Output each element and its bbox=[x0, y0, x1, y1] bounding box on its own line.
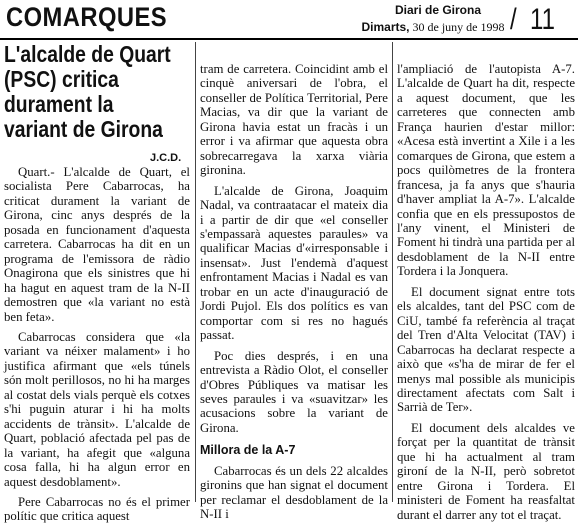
column-divider bbox=[392, 42, 393, 502]
article-byline: J.C.D. bbox=[150, 152, 182, 164]
paragraph: Poc dies després, i en una entrevista a Ràdio Olot, el conseller d'Obres Públiques va matisar les seves paraules i va «suavitzar» les acusacions sobre la variant de Girona. bbox=[200, 348, 388, 435]
paragraph: L'alcalde de Girona, Joaquim Nadal, va contraatacar el mateix dia i a partir de dir que «el conseller s'empassarà aquestes paraules» va qualificar Macias d'«irresponsable i insensat». Just l'endemà d'aquest enfrontament Macias i Nadal es van trobar en un acte d'inauguració de Jordi Pujol. Els dos polítics es van comportar com si res no hagués passat. bbox=[200, 183, 388, 343]
issue-weekday: Dimarts, bbox=[361, 20, 410, 34]
paragraph: l'ampliació de l'autopista A-7. L'alcalde de Quart ha dit, respecte a aquest document, que les carreteres que connecten amb França haurien d'estar millor: «Acesa està invertint a Xile i a les comarques de Girona, que estem a pocs quilòmetres de la frontera francesa, ja fa anys que s'hauria d'haver ampliat la A-7». L'alcalde confia que en els pressupostos de l'any vinent, el Ministeri de Foment hi tindrà una partida per al desdoblament de la N-II entre Tordera i la Jonquera. bbox=[397, 62, 575, 279]
paragraph: Quart.- L'alcalde de Quart, el socialista Pere Cabarrocas, ha criticat durament la variant de Girona, cinc anys després de la posada en funcionament d'aquesta carretera. Cabarrocas ha dit en un programa de l'emissora de ràdio Onagirona que els sinistres que hi ha hagut en aquest tram de la N-II demostren que «la variant no està ben feta». bbox=[4, 165, 190, 324]
issue-date bbox=[358, 20, 508, 34]
headline-line: variant de Girona bbox=[4, 116, 163, 142]
paragraph: Cabarrocas és un dels 22 alcaldes gironins que han signat el document per reclamar el desdoblament de la N-II i bbox=[200, 463, 388, 522]
article-subhead: Millora de la A-7 bbox=[200, 443, 296, 458]
paragraph: tram de carretera. Coincidint amb el cinquè aniversari de l'obra, el conseller de Política Territorial, Pere Macias, va dir que la variant de Girona havia estat un fracàs i un error i va afirmar que aquesta obra sobrecarregava la xarxa viària gironina. bbox=[200, 62, 388, 178]
header-separator: / bbox=[510, 3, 517, 36]
headline-line: durament la bbox=[4, 91, 114, 117]
page-number: 11 bbox=[530, 3, 555, 36]
paragraph: El document dels alcaldes ve forçat per la quantitat de trànsit que hi ha actualment al tram gironí de la N-II, però sobretot entre Girona i Tordera. El ministeri de Foment ha reasfaltat durant el darrer any tot el traçat. bbox=[397, 420, 575, 522]
newspaper-name: Diari de Girona bbox=[394, 3, 482, 17]
paragraph: El document signat entre tots els alcaldes, tant del PSC com de CiU, també fa referència al traçat del Tren d'Alta Velocitat (TAV) i Cabarrocas ha declarat respecte a això que «s'ha de mirar de fer el menys mal possible als municipis directament afectats com Salt i Sarrià de Ter». bbox=[397, 284, 575, 415]
article-column-2 bbox=[200, 62, 388, 522]
section-title: COMARQUES bbox=[6, 2, 168, 32]
headline-line: L'alcalde de Quart bbox=[4, 41, 171, 67]
article-column-3 bbox=[397, 62, 575, 522]
page-header bbox=[0, 0, 578, 40]
column-divider bbox=[195, 42, 196, 502]
article-column-1 bbox=[4, 165, 190, 524]
paragraph: Pere Cabarrocas no és el primer polític que critica aquest bbox=[4, 494, 190, 524]
article-headline bbox=[4, 41, 171, 142]
issue-date-text: 30 de juny de 1998 bbox=[412, 20, 505, 34]
headline-line: (PSC) critica bbox=[4, 66, 119, 92]
paragraph: Cabarrocas considera que «la variant va néixer malament» i ho justifica afirmant que «els túnels són molt perillosos, no hi ha marges al costat dels vials perquè els cotxes s'hi puguin aturar i hi ha molts accidents de trànsit». L'alcalde de Quart, població afectada pel pas de la variant, ha afegit que «alguna cosa falla, hi ha algun error en aquest desdoblament». bbox=[4, 329, 190, 489]
header-rule bbox=[0, 38, 578, 40]
